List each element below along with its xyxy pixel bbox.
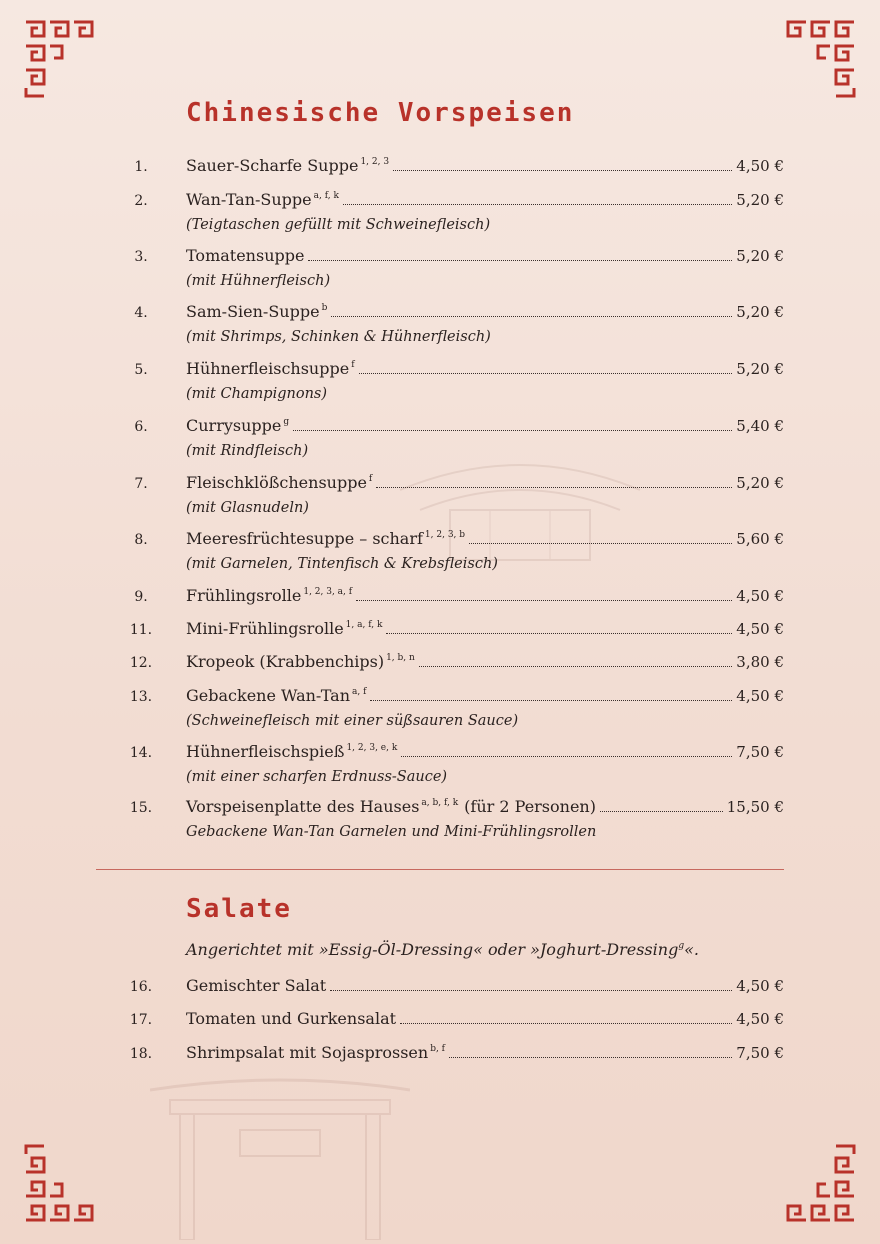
item-number: 14. [129,745,153,761]
dot-leader [370,700,732,701]
menu-item-row [96,742,784,766]
item-number: 17. [129,1012,153,1028]
menu-item [96,586,784,610]
menu-item [96,473,784,519]
menu-item [96,416,784,462]
item-price: 4,50 € [736,587,784,605]
item-number: 5. [134,362,148,378]
item-description: (mit Shrimps, Schinken & Hühnerfleisch) [186,329,491,345]
salate-intro: Angerichtet mit »Essig-Öl-Dressing« oder »Joghurt-Dressing$^g$«. [186,940,699,959]
allergen-codes: b, f [430,1044,446,1054]
menu-item [96,742,784,788]
allergen-codes: a, b, f, k [421,798,459,808]
item-price: 4,50 € [736,157,784,175]
dot-leader [343,204,732,205]
item-number: 9. [134,589,148,605]
item-name: Currysuppe $^g$ [186,416,290,435]
menu-item [96,190,784,236]
item-description: (Teigtaschen gefüllt mit Schweinefleisch) [186,217,491,233]
menu-item [96,652,784,676]
item-name: Shrimpsalat mit Sojasprossen $^{b, f}$ [186,1043,446,1062]
allergen-codes: b [321,303,328,313]
item-number: 2. [134,193,148,209]
menu-item-row [96,302,784,326]
dot-leader [393,170,732,171]
dot-leader [469,543,732,544]
dot-leader [600,811,723,812]
item-number: 16. [129,979,153,995]
allergen-codes: 1, b, n [386,653,415,663]
menu-item [96,619,784,643]
menu-item-row [96,156,784,180]
item-name: Hühnerfleischsuppe $^f$ [186,359,355,378]
dot-leader [356,600,732,601]
item-name: Gebackene Wan-Tan $^{a, f}$ [186,686,367,705]
corner-ornament-top-left [22,18,104,100]
item-price: 4,50 € [736,620,784,638]
item-name: Tomatensuppe [186,246,305,265]
allergen-codes: g [283,417,290,427]
item-description: (mit Champignons) [186,386,328,402]
item-number: 7. [134,476,148,492]
section-title-vorspeisen: Chinesische Vorspeisen [186,98,575,128]
allergen-codes: f [368,474,373,484]
item-name: Gemischter Salat [186,976,327,995]
item-price: 5,20 € [736,474,784,492]
menu-item-row [96,619,784,643]
allergen-codes: a, f, k [313,191,339,201]
dot-leader [401,756,732,757]
allergen-codes: 1, 2, 3, e, k [346,743,398,753]
item-price: 5,20 € [736,191,784,209]
item-name: Mini-Frühlingsrolle $^{1, a, f, k}$ [186,619,383,638]
menu-item-row [96,1009,784,1033]
menu-item [96,302,784,348]
dot-leader [331,316,732,317]
item-price: 5,40 € [736,417,784,435]
menu-item-row [96,473,784,497]
menu-item-row [96,976,784,1000]
allergen-codes: 1, a, f, k [345,620,383,630]
menu-item-row [96,652,784,676]
dot-leader [419,666,732,667]
section-divider [96,869,784,870]
item-name: Sauer-Scharfe Suppe $^{1, 2, 3}$ [186,156,390,175]
item-description: (Schweinefleisch mit einer süßsauren Sauce) [186,713,519,729]
menu-item-row [96,246,784,270]
menu-item [96,359,784,405]
menu-item [96,1043,784,1067]
dot-leader [400,1023,732,1024]
item-price: 3,80 € [736,653,784,671]
item-price: 5,60 € [736,530,784,548]
menu-item-row [96,359,784,383]
dot-leader [359,373,733,374]
menu-item [96,686,784,732]
dot-leader [449,1057,732,1058]
menu-item-row [96,416,784,440]
item-name: Meeresfrüchtesuppe – scharf $^{1, 2, 3, b}$ [186,529,466,548]
item-description: Gebackene Wan-Tan Garnelen und Mini-Frühlingsrollen [186,824,597,840]
item-price: 4,50 € [736,977,784,995]
allergen-codes: a, f [352,687,367,697]
allergen-codes: 1, 2, 3 [360,157,390,167]
item-price: 4,50 € [736,687,784,705]
menu-item [96,156,784,180]
dot-leader [376,487,732,488]
menu-item [96,976,784,1000]
item-price: 7,50 € [736,743,784,761]
menu-item-row [96,190,784,214]
item-name: Fleischklößchensuppe $^f$ [186,473,373,492]
allergen-codes: f [351,360,355,370]
menu-item-row [96,797,784,821]
item-name: Vorspeisenplatte des Hauses $^{a, b, f, k}$ [186,797,459,816]
item-number: 13. [129,689,153,705]
menu-item-row [96,529,784,553]
dot-leader [386,633,732,634]
dot-leader [293,430,732,431]
allergen-codes: 1, 2, 3, a, f [303,587,353,597]
menu-item [96,529,784,575]
item-number: 6. [134,419,148,435]
item-name: Tomaten und Gurkensalat [186,1009,397,1028]
item-price: 5,20 € [736,360,784,378]
item-price: 7,50 € [736,1044,784,1062]
menu-item-row [96,686,784,710]
item-number: 15. [129,800,153,816]
item-name: Frühlingsrolle $^{1, 2, 3, a, f}$ [186,586,353,605]
item-note: (für 2 Personen) [464,797,596,816]
item-name: Kropeok (Krabbenchips) $^{1, b, n}$ [186,652,415,671]
item-number: 18. [129,1046,153,1062]
section-title-salate: Salate [186,894,292,924]
item-number: 12. [129,655,153,671]
allergen-codes: 1, 2, 3, b [424,530,466,540]
item-number: 11. [129,622,153,638]
item-price: 5,20 € [736,303,784,321]
dot-leader [330,990,732,991]
dot-leader [308,260,732,261]
item-price: 5,20 € [736,247,784,265]
item-number: 3. [134,249,148,265]
item-description: (mit Hühnerfleisch) [186,273,331,289]
menu-item [96,1009,784,1033]
menu-item-row [96,586,784,610]
menu-item [96,797,784,843]
gate-illustration [150,1070,410,1240]
corner-ornament-bottom-left [22,1142,104,1224]
item-name: Sam-Sien-Suppe $^b$ [186,302,328,321]
menu-item [96,246,784,292]
item-name: Wan-Tan-Suppe $^{a, f, k}$ [186,190,339,209]
item-description: (mit Rindfleisch) [186,443,309,459]
item-price: 4,50 € [736,1010,784,1028]
item-number: 1. [134,159,148,175]
item-description: (mit Glasnudeln) [186,500,309,516]
item-description: (mit einer scharfen Erdnuss-Sauce) [186,769,448,785]
item-price: 15,50 € [726,798,784,816]
item-number: 4. [134,305,148,321]
item-name: Hühnerfleischspieß $^{1, 2, 3, e, k}$ [186,742,398,761]
item-description: (mit Garnelen, Tintenfisch & Krebsfleisch) [186,556,498,572]
item-number: 8. [134,532,148,548]
corner-ornament-bottom-right [776,1142,858,1224]
menu-item-row [96,1043,784,1067]
corner-ornament-top-right [776,18,858,100]
